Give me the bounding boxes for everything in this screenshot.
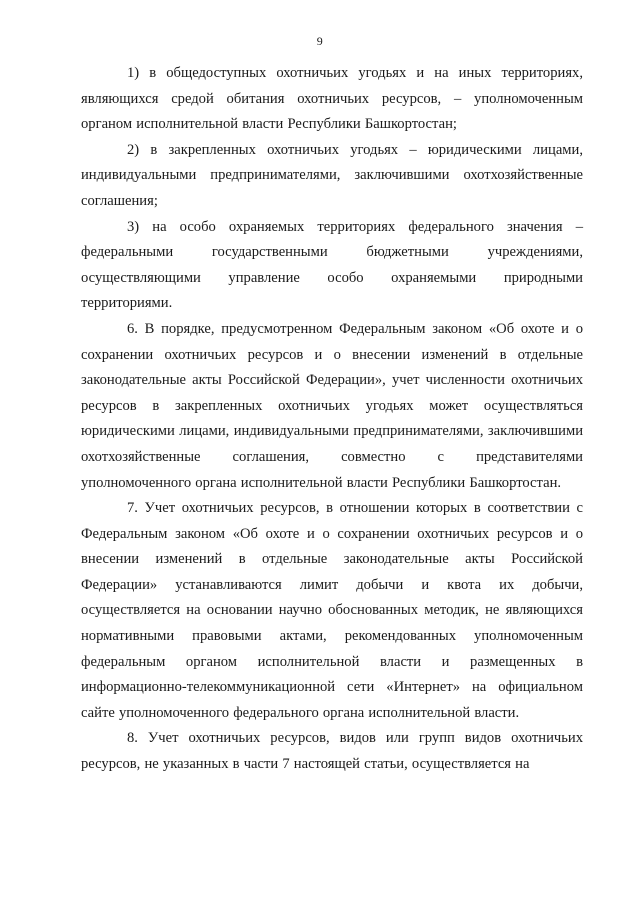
paragraph-section-8: 8. Учет охотничьих ресурсов, видов или групп видов охотничьих ресурсов, не указанных в части 7 настоящей статьи, осуществляется на bbox=[81, 730, 583, 773]
paragraph-section-6: 6. В порядке, предусмотренном Федеральным законом «Об охоте и о сохранении охотничьих ресурсов и о внесении изменений в отдельные законодательные акты Российской Федерации», учет численности охотничьих ресурсов в закрепленных охотничьих угодьях может осуществляться юридическими лицами, индивидуальными предпринимателями, заключившими охотхозяйственные соглашения, совместно с представителями уполномоченного органа исполнительной власти Республики Башкортостан. bbox=[81, 320, 583, 491]
paragraph-item-3: 3) на особо охраняемых территориях федерального значения – федеральными государственными бюджетными учреждениями, осуществляющими управление особо охраняемыми природными территориями. bbox=[81, 218, 583, 312]
document-body bbox=[81, 61, 583, 778]
paragraph-item-2: 2) в закрепленных охотничьих угодьях – юридическими лицами, индивидуальными предпринимателями, заключившими охотхозяйственные соглашения; bbox=[81, 141, 583, 209]
page-number: 9 bbox=[316, 34, 324, 48]
paragraph-item-1: 1) в общедоступных охотничьих угодьях и на иных территориях, являющихся средой обитания охотничьих ресурсов, – уполномоченным органом исполнительной власти Республики Башкортостан; bbox=[81, 65, 583, 133]
paragraph-section-7: 7. Учет охотничьих ресурсов, в отношении которых в соответствии с Федеральным законом «Об охоте и о сохранении охотничьих ресурсов и о внесении изменений в отдельные законодательные акты Российской Федерации» устанавливаются лимит добычи и квота их добычи, осуществляется на основании научно обоснованных методик, не являющихся нормативными правовыми актами, рекомендованных уполномоченным федеральным органом исполнительной власти и размещенных в информационно-телекоммуникационной сети «Интернет» на официальном сайте уполномоченного федерального органа исполнительной власти. bbox=[81, 500, 583, 721]
